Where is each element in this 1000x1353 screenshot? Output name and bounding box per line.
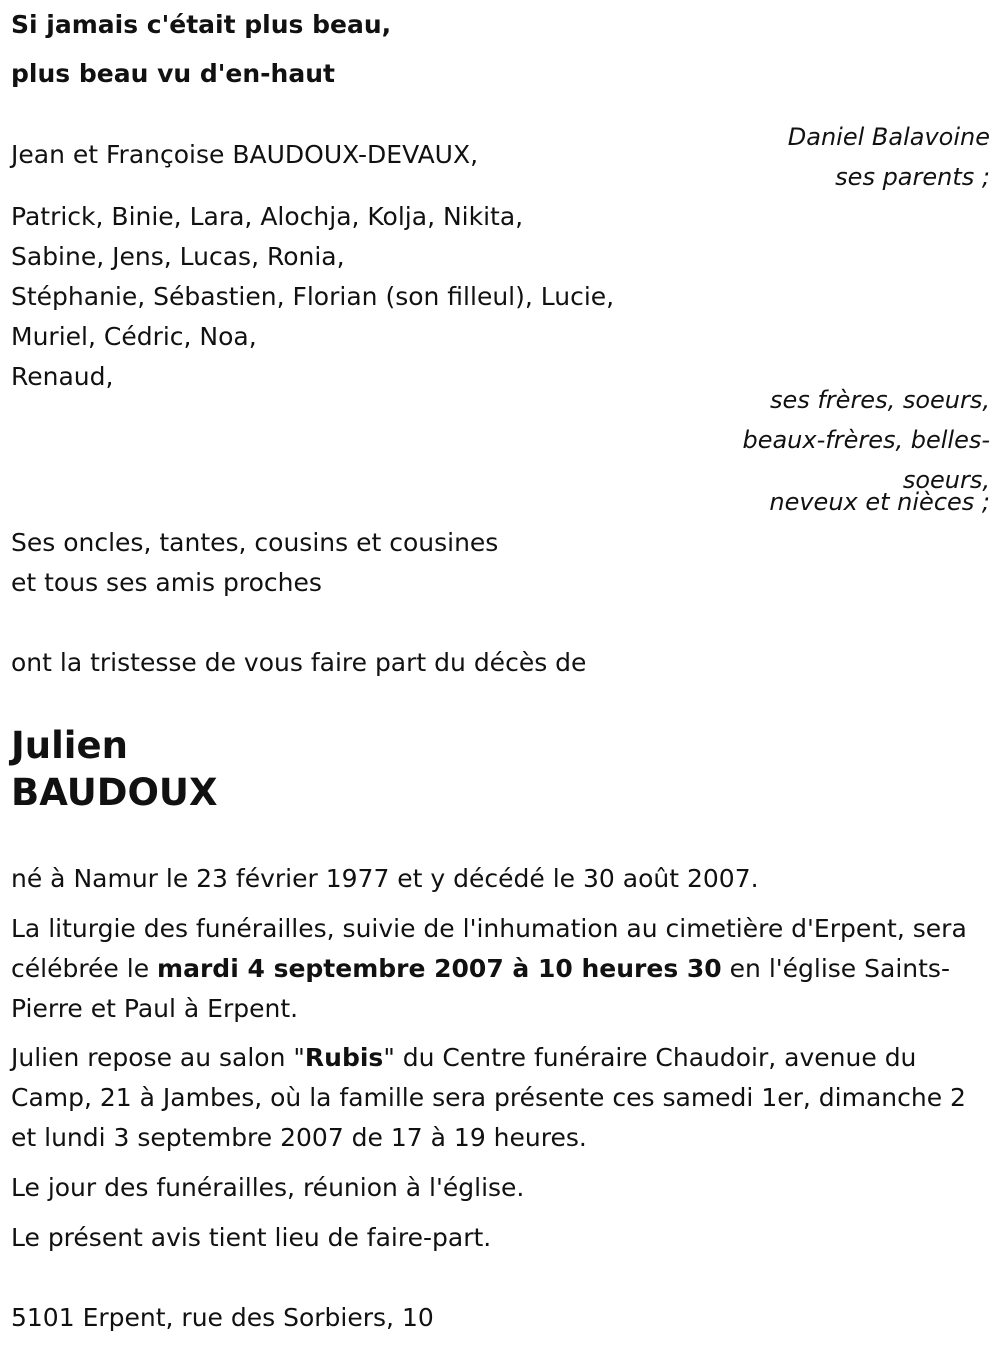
others-line-2: et tous ses amis proches [11,568,322,597]
siblings-relation: beaux-frères, belles- [742,426,990,454]
siblings-line: Patrick, Binie, Lara, Alochja, Kolja, Nikita, [11,202,524,231]
siblings-relation: neveux et nièces ; [769,488,990,516]
liturgy-text-pre: La liturgie des funérailles, suivie de l'inhumation au cimetière d'Erpent, sera célébrée le [11,914,967,983]
liturgy-text-post: en l'église Saints-Pierre et Paul à Erpent. [11,954,950,1023]
parents-names: Jean et Françoise BAUDOUX-DEVAUX, [11,140,479,169]
epigraph-author: Daniel Balavoine [787,123,990,151]
address: 5101 Erpent, rue des Sorbiers, 10 [11,1303,434,1332]
deceased-first-name: Julien [11,724,128,767]
siblings-line: Renaud, [11,362,114,391]
meeting-text: Le jour des funérailles, réunion à l'église. [11,1173,525,1202]
siblings-line: Stéphanie, Sébastien, Florian (son filleul), Lucie, [11,282,615,311]
parents-relation: ses parents ; [835,163,990,191]
siblings-line: Sabine, Jens, Lucas, Ronia, [11,242,345,271]
notice-text: Le présent avis tient lieu de faire-part. [11,1223,492,1252]
others-line-1: Ses oncles, tantes, cousins et cousines [11,528,499,557]
liturgy-paragraph [11,909,986,1029]
liturgy-date: mardi 4 septembre 2007 à 10 heures 30 [157,954,722,983]
announcement: ont la tristesse de vous faire part du décès de [11,648,587,677]
salon-text-post: " du Centre funéraire Chaudoir, avenue du Camp, 21 à Jambes, où la famille sera présente ces samedi 1er, dimanche 2 et lundi 3 septembre 2007 de 17 à 19 heures. [11,1043,966,1152]
epigraph-line-2: plus beau vu d'en-haut [11,59,335,88]
birth-death-text: né à Namur le 23 février 1977 et y décédé le 30 août 2007. [11,864,759,893]
epigraph-line-1: Si jamais c'était plus beau, [11,10,392,39]
salon-paragraph [11,1038,986,1158]
siblings-relation: soeurs, [902,466,990,494]
deceased-last-name: BAUDOUX [11,771,218,814]
salon-text-pre: Julien repose au salon " [11,1043,305,1072]
siblings-relation: ses frères, soeurs, [769,386,990,414]
salon-name: Rubis [304,1043,384,1072]
siblings-line: Muriel, Cédric, Noa, [11,322,257,351]
